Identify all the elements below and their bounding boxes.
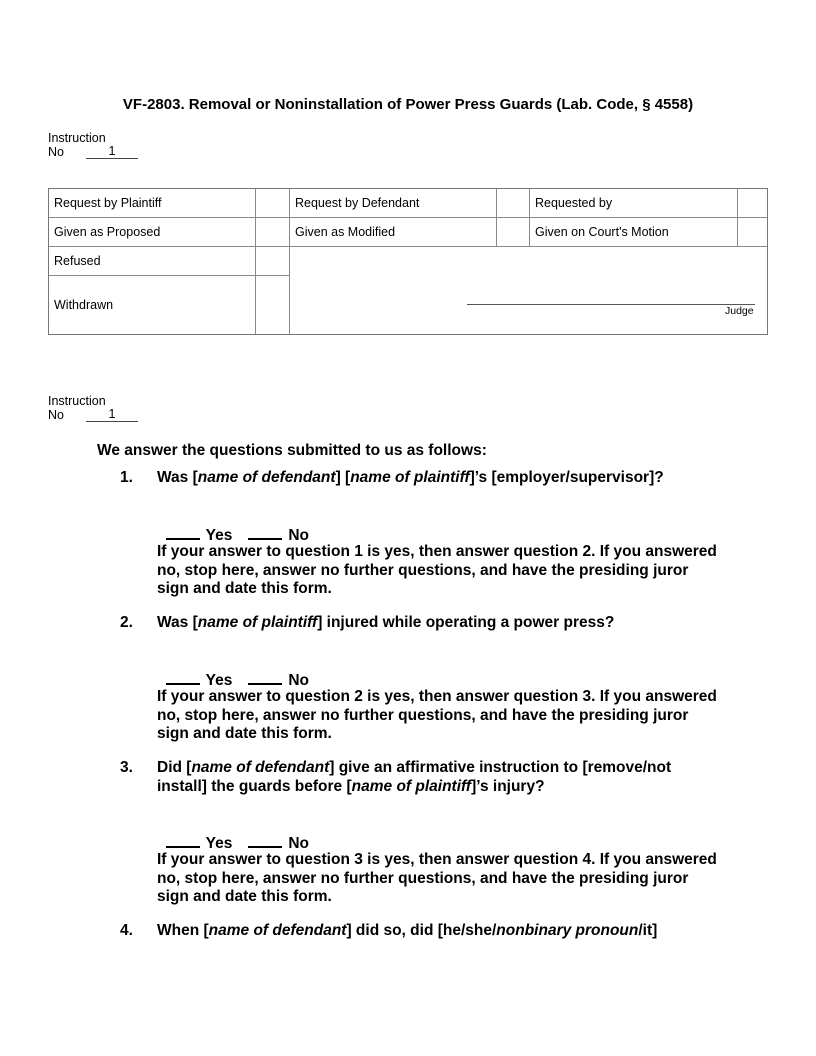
- refused-label: Refused: [54, 254, 101, 268]
- instruction-label: Instruction: [48, 394, 106, 408]
- no-label: No: [288, 527, 310, 544]
- question-number: 2.: [120, 614, 133, 631]
- yes-blank[interactable]: [166, 832, 200, 848]
- no-label: No: [288, 835, 310, 852]
- given-on-courts-motion-checkbox[interactable]: [738, 218, 767, 246]
- follow-up-instruction-3: If your answer to question 3 is yes, then answer question 4. If you answered no, stop here, answer no further questions, and have the presiding juror sign and date this form.: [157, 851, 717, 905]
- question-text: Did [name of defendant] give an affirmative instruction to [remove/not install] the guards before [name of plaintiff]’s injury?: [157, 759, 672, 795]
- withdrawn-label: Withdrawn: [54, 298, 114, 312]
- yes-label: Yes: [205, 835, 233, 852]
- request-by-defendant-checkbox[interactable]: [497, 189, 529, 217]
- request-by-defendant-label: Request by Defendant: [295, 196, 420, 210]
- document-title: VF-2803. Removal or Noninstallation of Power Press Guards (Lab. Code, § 4558): [122, 96, 694, 113]
- request-by-plaintiff-label: Request by Plaintiff: [54, 196, 162, 210]
- instruction-label: Instruction: [48, 131, 106, 145]
- question-number: 4.: [120, 922, 133, 939]
- yes-label: Yes: [205, 672, 233, 689]
- question-text: When [name of defendant] did so, did [he/she/nonbinary pronoun/it]: [157, 922, 658, 939]
- follow-up-instruction-2: If your answer to question 2 is yes, then answer question 3. If you answered no, stop here, answer no further questions, and have the presiding juror sign and date this form.: [157, 688, 717, 742]
- given-as-proposed-checkbox[interactable]: [256, 218, 289, 246]
- given-as-proposed-label: Given as Proposed: [54, 225, 161, 239]
- judge-signature-line[interactable]: [467, 304, 755, 305]
- question-text: Was [name of defendant] [name of plaintiff]’s [employer/supervisor]?: [157, 469, 664, 486]
- request-by-plaintiff-checkbox[interactable]: [256, 189, 289, 217]
- answer-options-1: [157, 506, 309, 545]
- instruction-no-field[interactable]: 1: [86, 145, 138, 159]
- form-lead-text: We answer the questions submitted to us as follows:: [97, 442, 487, 459]
- no-blank[interactable]: [248, 524, 282, 540]
- answer-options-3: [157, 814, 309, 853]
- no-blank[interactable]: [248, 832, 282, 848]
- refused-checkbox[interactable]: [256, 247, 289, 275]
- instruction-number-block: [48, 394, 138, 422]
- given-as-modified-checkbox[interactable]: [497, 218, 529, 246]
- yes-label: Yes: [205, 527, 233, 544]
- withdrawn-checkbox[interactable]: [256, 276, 289, 334]
- disposition-table: [48, 188, 768, 335]
- instruction-number-block: [48, 131, 138, 159]
- requested-by-checkbox[interactable]: [738, 189, 767, 217]
- follow-up-instruction-1: If your answer to question 1 is yes, then answer question 2. If you answered no, stop here, answer no further questions, and have the presiding juror sign and date this form.: [157, 543, 717, 597]
- yes-blank[interactable]: [166, 669, 200, 685]
- instruction-no-label: No: [48, 145, 64, 159]
- question-text: Was [name of plaintiff] injured while operating a power press?: [157, 614, 615, 631]
- no-label: No: [288, 672, 310, 689]
- no-blank[interactable]: [248, 669, 282, 685]
- answer-options-2: [157, 651, 309, 690]
- requested-by-label: Requested by: [535, 196, 613, 210]
- instruction-no-field[interactable]: 1: [86, 408, 138, 422]
- given-on-courts-motion-label: Given on Court's Motion: [535, 225, 669, 239]
- judge-label: Judge: [725, 305, 754, 317]
- instruction-no-label: No: [48, 408, 64, 422]
- yes-blank[interactable]: [166, 524, 200, 540]
- question-number: 1.: [120, 469, 133, 486]
- question-number: 3.: [120, 759, 133, 776]
- given-as-modified-label: Given as Modified: [295, 225, 396, 239]
